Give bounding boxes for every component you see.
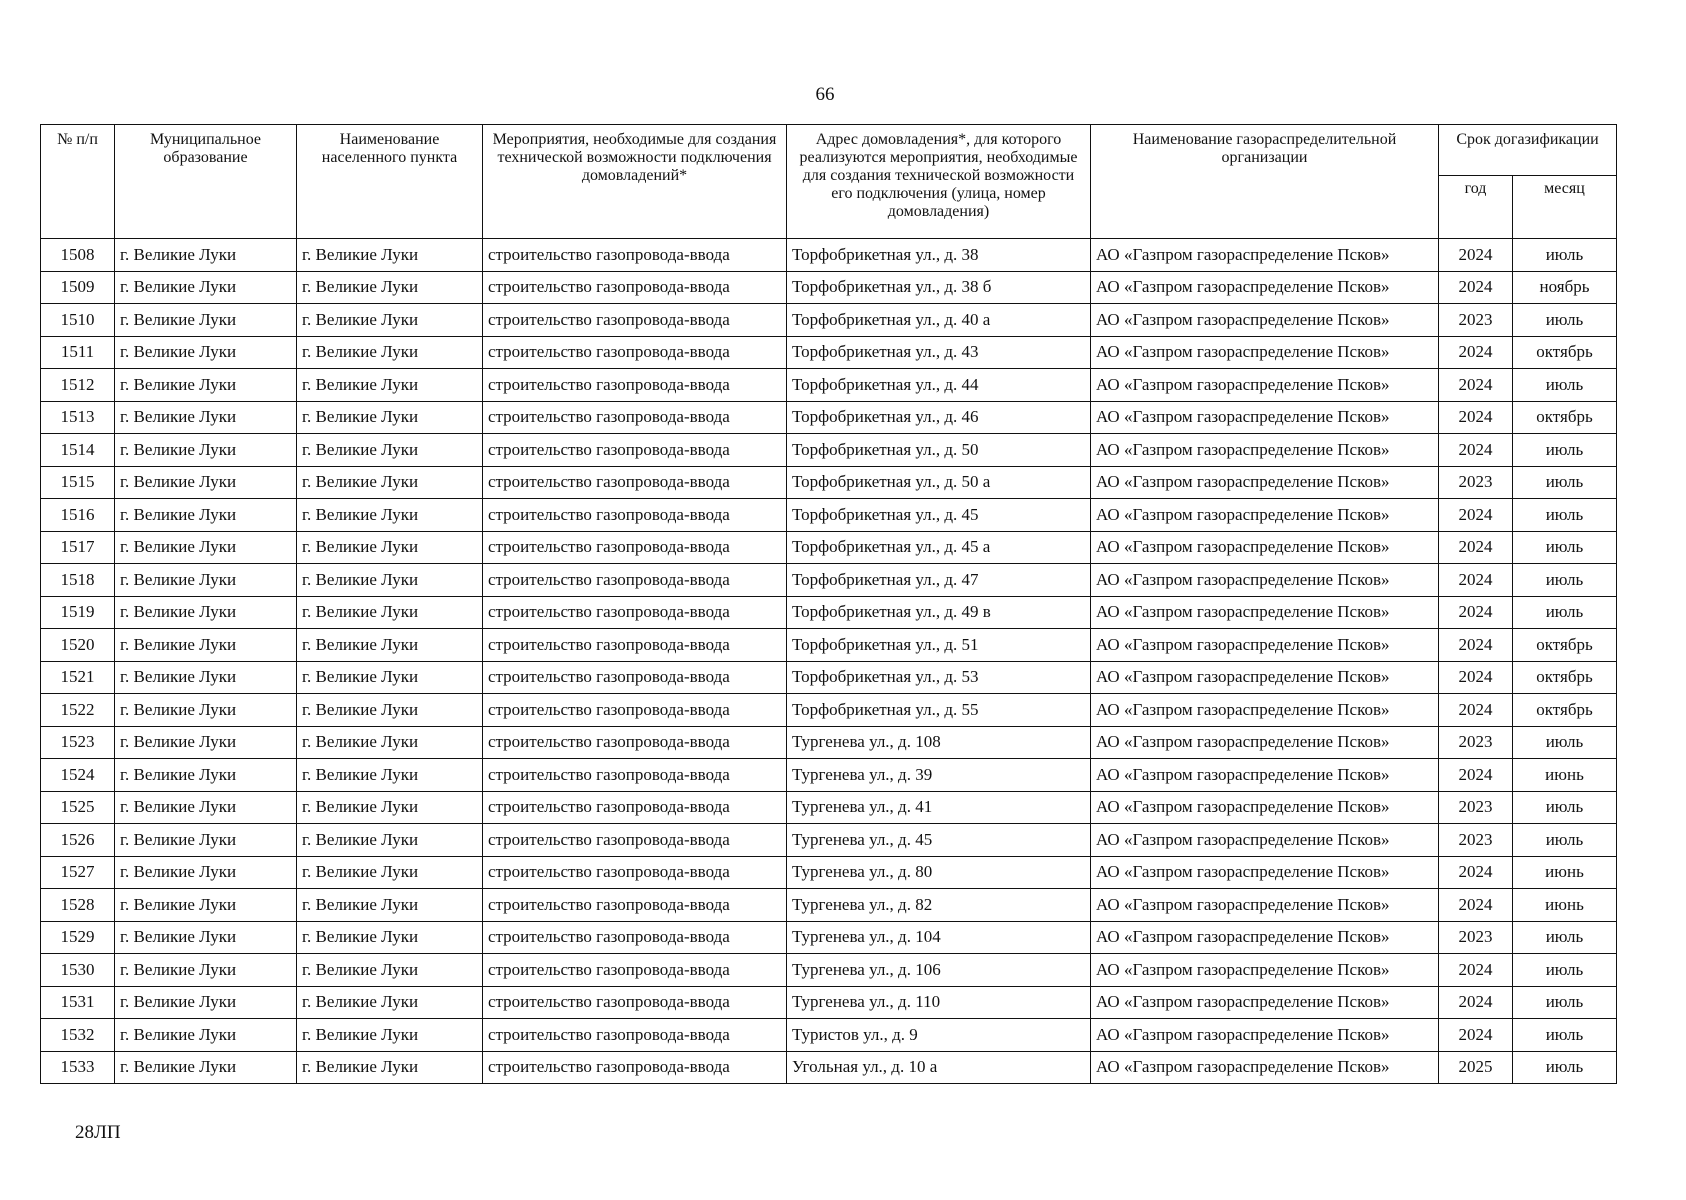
cell-year: 2024 <box>1439 661 1513 694</box>
cell-address: Тургенева ул., д. 82 <box>787 889 1091 922</box>
cell-address: Торфобрикетная ул., д. 45 а <box>787 531 1091 564</box>
header-address: Адрес домовладения*, для которого реализуются мероприятия, необходимые для создания технической возможности его подключения (улица, номер домовладения) <box>787 125 1091 239</box>
cell-measure: строительство газопровода-ввода <box>483 921 787 954</box>
cell-measure: строительство газопровода-ввода <box>483 1051 787 1084</box>
cell-address: Торфобрикетная ул., д. 44 <box>787 369 1091 402</box>
cell-municipality: г. Великие Луки <box>115 271 297 304</box>
cell-year: 2023 <box>1439 466 1513 499</box>
cell-address: Тургенева ул., д. 39 <box>787 759 1091 792</box>
cell-month: июль <box>1513 726 1617 759</box>
cell-num: 1518 <box>41 564 115 597</box>
cell-num: 1533 <box>41 1051 115 1084</box>
cell-organization: АО «Газпром газораспределение Псков» <box>1091 1051 1439 1084</box>
cell-year: 2024 <box>1439 954 1513 987</box>
cell-address: Тургенева ул., д. 104 <box>787 921 1091 954</box>
cell-organization: АО «Газпром газораспределение Псков» <box>1091 629 1439 662</box>
cell-year: 2024 <box>1439 271 1513 304</box>
cell-measure: строительство газопровода-ввода <box>483 986 787 1019</box>
table-row <box>41 661 1617 694</box>
header-municipality: Муниципальное образование <box>115 125 297 239</box>
cell-municipality: г. Великие Луки <box>115 304 297 337</box>
cell-municipality: г. Великие Луки <box>115 726 297 759</box>
cell-municipality: г. Великие Луки <box>115 369 297 402</box>
cell-address: Торфобрикетная ул., д. 45 <box>787 499 1091 532</box>
cell-num: 1529 <box>41 921 115 954</box>
cell-municipality: г. Великие Луки <box>115 629 297 662</box>
table-row <box>41 1051 1617 1084</box>
gasification-table <box>40 124 1617 1084</box>
cell-year: 2024 <box>1439 596 1513 629</box>
cell-month: октябрь <box>1513 694 1617 727</box>
cell-year: 2025 <box>1439 1051 1513 1084</box>
table-row <box>41 499 1617 532</box>
cell-num: 1523 <box>41 726 115 759</box>
cell-measure: строительство газопровода-ввода <box>483 629 787 662</box>
cell-municipality: г. Великие Луки <box>115 759 297 792</box>
cell-municipality: г. Великие Луки <box>115 466 297 499</box>
cell-settlement: г. Великие Луки <box>297 1051 483 1084</box>
cell-address: Торфобрикетная ул., д. 47 <box>787 564 1091 597</box>
table-row <box>41 369 1617 402</box>
table-row <box>41 856 1617 889</box>
cell-year: 2024 <box>1439 499 1513 532</box>
header-num: № п/п <box>41 125 115 239</box>
cell-settlement: г. Великие Луки <box>297 661 483 694</box>
cell-organization: АО «Газпром газораспределение Псков» <box>1091 564 1439 597</box>
cell-measure: строительство газопровода-ввода <box>483 791 787 824</box>
cell-month: июль <box>1513 954 1617 987</box>
cell-organization: АО «Газпром газораспределение Псков» <box>1091 466 1439 499</box>
cell-address: Торфобрикетная ул., д. 50 <box>787 434 1091 467</box>
table-row <box>41 239 1617 272</box>
cell-num: 1511 <box>41 336 115 369</box>
cell-num: 1522 <box>41 694 115 727</box>
cell-num: 1519 <box>41 596 115 629</box>
cell-measure: строительство газопровода-ввода <box>483 856 787 889</box>
cell-settlement: г. Великие Луки <box>297 791 483 824</box>
cell-settlement: г. Великие Луки <box>297 759 483 792</box>
cell-month: июль <box>1513 1051 1617 1084</box>
cell-settlement: г. Великие Луки <box>297 856 483 889</box>
cell-settlement: г. Великие Луки <box>297 336 483 369</box>
cell-measure: строительство газопровода-ввода <box>483 759 787 792</box>
cell-month: июль <box>1513 921 1617 954</box>
cell-num: 1524 <box>41 759 115 792</box>
cell-municipality: г. Великие Луки <box>115 921 297 954</box>
header-settlement: Наименование населенного пункта <box>297 125 483 239</box>
cell-measure: строительство газопровода-ввода <box>483 336 787 369</box>
cell-municipality: г. Великие Луки <box>115 434 297 467</box>
cell-num: 1515 <box>41 466 115 499</box>
cell-address: Торфобрикетная ул., д. 55 <box>787 694 1091 727</box>
cell-year: 2024 <box>1439 434 1513 467</box>
cell-municipality: г. Великие Луки <box>115 856 297 889</box>
cell-num: 1512 <box>41 369 115 402</box>
cell-year: 2024 <box>1439 889 1513 922</box>
cell-organization: АО «Газпром газораспределение Псков» <box>1091 596 1439 629</box>
cell-month: июнь <box>1513 889 1617 922</box>
cell-municipality: г. Великие Луки <box>115 1051 297 1084</box>
cell-month: июль <box>1513 824 1617 857</box>
cell-year: 2024 <box>1439 1019 1513 1052</box>
page-number: 66 <box>815 84 835 105</box>
table-row <box>41 1019 1617 1052</box>
cell-year: 2024 <box>1439 531 1513 564</box>
cell-month: ноябрь <box>1513 271 1617 304</box>
cell-measure: строительство газопровода-ввода <box>483 954 787 987</box>
cell-year: 2023 <box>1439 921 1513 954</box>
cell-measure: строительство газопровода-ввода <box>483 271 787 304</box>
cell-month: октябрь <box>1513 661 1617 694</box>
cell-organization: АО «Газпром газораспределение Псков» <box>1091 824 1439 857</box>
cell-settlement: г. Великие Луки <box>297 369 483 402</box>
cell-settlement: г. Великие Луки <box>297 921 483 954</box>
cell-measure: строительство газопровода-ввода <box>483 434 787 467</box>
cell-measure: строительство газопровода-ввода <box>483 304 787 337</box>
cell-year: 2024 <box>1439 369 1513 402</box>
cell-num: 1526 <box>41 824 115 857</box>
cell-organization: АО «Газпром газораспределение Псков» <box>1091 401 1439 434</box>
cell-municipality: г. Великие Луки <box>115 531 297 564</box>
cell-num: 1508 <box>41 239 115 272</box>
table-row <box>41 401 1617 434</box>
cell-measure: строительство газопровода-ввода <box>483 596 787 629</box>
cell-year: 2024 <box>1439 239 1513 272</box>
cell-measure: строительство газопровода-ввода <box>483 369 787 402</box>
cell-address: Тургенева ул., д. 106 <box>787 954 1091 987</box>
cell-measure: строительство газопровода-ввода <box>483 401 787 434</box>
table-row <box>41 694 1617 727</box>
cell-settlement: г. Великие Луки <box>297 1019 483 1052</box>
cell-municipality: г. Великие Луки <box>115 336 297 369</box>
cell-organization: АО «Газпром газораспределение Псков» <box>1091 304 1439 337</box>
table-row <box>41 889 1617 922</box>
cell-measure: строительство газопровода-ввода <box>483 531 787 564</box>
cell-organization: АО «Газпром газораспределение Псков» <box>1091 889 1439 922</box>
cell-address: Торфобрикетная ул., д. 46 <box>787 401 1091 434</box>
cell-month: июль <box>1513 369 1617 402</box>
cell-organization: АО «Газпром газораспределение Псков» <box>1091 954 1439 987</box>
cell-organization: АО «Газпром газораспределение Псков» <box>1091 271 1439 304</box>
cell-municipality: г. Великие Луки <box>115 954 297 987</box>
cell-settlement: г. Великие Луки <box>297 304 483 337</box>
cell-month: июль <box>1513 304 1617 337</box>
cell-address: Туристов ул., д. 9 <box>787 1019 1091 1052</box>
table-row <box>41 759 1617 792</box>
cell-measure: строительство газопровода-ввода <box>483 661 787 694</box>
cell-month: октябрь <box>1513 336 1617 369</box>
header-year: год <box>1439 176 1513 239</box>
cell-year: 2024 <box>1439 401 1513 434</box>
header-deadline: Срок догазификации <box>1439 125 1617 176</box>
cell-year: 2024 <box>1439 694 1513 727</box>
cell-settlement: г. Великие Луки <box>297 499 483 532</box>
cell-year: 2023 <box>1439 304 1513 337</box>
cell-settlement: г. Великие Луки <box>297 889 483 922</box>
table-row <box>41 596 1617 629</box>
cell-organization: АО «Газпром газораспределение Псков» <box>1091 986 1439 1019</box>
cell-organization: АО «Газпром газораспределение Псков» <box>1091 369 1439 402</box>
cell-month: октябрь <box>1513 401 1617 434</box>
cell-address: Торфобрикетная ул., д. 53 <box>787 661 1091 694</box>
cell-measure: строительство газопровода-ввода <box>483 239 787 272</box>
cell-municipality: г. Великие Луки <box>115 401 297 434</box>
cell-year: 2024 <box>1439 336 1513 369</box>
cell-num: 1530 <box>41 954 115 987</box>
table-header <box>41 125 1617 239</box>
cell-address: Тургенева ул., д. 80 <box>787 856 1091 889</box>
table-row <box>41 434 1617 467</box>
cell-month: июль <box>1513 986 1617 1019</box>
cell-measure: строительство газопровода-ввода <box>483 694 787 727</box>
cell-municipality: г. Великие Луки <box>115 564 297 597</box>
cell-year: 2023 <box>1439 726 1513 759</box>
cell-num: 1528 <box>41 889 115 922</box>
cell-municipality: г. Великие Луки <box>115 694 297 727</box>
cell-address: Торфобрикетная ул., д. 38 <box>787 239 1091 272</box>
cell-municipality: г. Великие Луки <box>115 791 297 824</box>
cell-address: Торфобрикетная ул., д. 51 <box>787 629 1091 662</box>
cell-num: 1527 <box>41 856 115 889</box>
cell-month: июль <box>1513 1019 1617 1052</box>
cell-month: июнь <box>1513 759 1617 792</box>
cell-num: 1509 <box>41 271 115 304</box>
cell-address: Тургенева ул., д. 41 <box>787 791 1091 824</box>
cell-year: 2024 <box>1439 759 1513 792</box>
table-row <box>41 531 1617 564</box>
cell-organization: АО «Газпром газораспределение Псков» <box>1091 499 1439 532</box>
cell-measure: строительство газопровода-ввода <box>483 889 787 922</box>
cell-organization: АО «Газпром газораспределение Псков» <box>1091 336 1439 369</box>
table-row <box>41 304 1617 337</box>
cell-measure: строительство газопровода-ввода <box>483 824 787 857</box>
cell-municipality: г. Великие Луки <box>115 889 297 922</box>
cell-organization: АО «Газпром газораспределение Псков» <box>1091 694 1439 727</box>
cell-measure: строительство газопровода-ввода <box>483 1019 787 1052</box>
cell-num: 1531 <box>41 986 115 1019</box>
table-row <box>41 271 1617 304</box>
cell-month: июль <box>1513 499 1617 532</box>
cell-num: 1510 <box>41 304 115 337</box>
cell-organization: АО «Газпром газораспределение Псков» <box>1091 434 1439 467</box>
cell-month: июнь <box>1513 856 1617 889</box>
cell-measure: строительство газопровода-ввода <box>483 499 787 532</box>
cell-settlement: г. Великие Луки <box>297 694 483 727</box>
cell-settlement: г. Великие Луки <box>297 986 483 1019</box>
cell-month: июль <box>1513 434 1617 467</box>
cell-month: июль <box>1513 531 1617 564</box>
cell-address: Торфобрикетная ул., д. 50 а <box>787 466 1091 499</box>
cell-month: июль <box>1513 564 1617 597</box>
cell-year: 2024 <box>1439 629 1513 662</box>
cell-organization: АО «Газпром газораспределение Псков» <box>1091 791 1439 824</box>
cell-year: 2024 <box>1439 986 1513 1019</box>
cell-settlement: г. Великие Луки <box>297 239 483 272</box>
cell-num: 1521 <box>41 661 115 694</box>
cell-settlement: г. Великие Луки <box>297 596 483 629</box>
cell-organization: АО «Газпром газораспределение Псков» <box>1091 856 1439 889</box>
table-row <box>41 824 1617 857</box>
cell-settlement: г. Великие Луки <box>297 401 483 434</box>
cell-settlement: г. Великие Луки <box>297 434 483 467</box>
table-row <box>41 986 1617 1019</box>
cell-measure: строительство газопровода-ввода <box>483 466 787 499</box>
cell-municipality: г. Великие Луки <box>115 661 297 694</box>
cell-municipality: г. Великие Луки <box>115 596 297 629</box>
cell-num: 1514 <box>41 434 115 467</box>
cell-settlement: г. Великие Луки <box>297 531 483 564</box>
table-row <box>41 921 1617 954</box>
cell-address: Тургенева ул., д. 108 <box>787 726 1091 759</box>
cell-month: июль <box>1513 791 1617 824</box>
cell-organization: АО «Газпром газораспределение Псков» <box>1091 239 1439 272</box>
cell-settlement: г. Великие Луки <box>297 726 483 759</box>
cell-address: Тургенева ул., д. 110 <box>787 986 1091 1019</box>
cell-organization: АО «Газпром газораспределение Псков» <box>1091 921 1439 954</box>
cell-organization: АО «Газпром газораспределение Псков» <box>1091 661 1439 694</box>
cell-year: 2024 <box>1439 856 1513 889</box>
cell-year: 2023 <box>1439 791 1513 824</box>
table-row <box>41 726 1617 759</box>
header-measures: Мероприятия, необходимые для создания технической возможности подключения домовладений* <box>483 125 787 239</box>
table-body <box>41 239 1617 1084</box>
cell-measure: строительство газопровода-ввода <box>483 564 787 597</box>
cell-num: 1520 <box>41 629 115 662</box>
cell-organization: АО «Газпром газораспределение Псков» <box>1091 1019 1439 1052</box>
cell-settlement: г. Великие Луки <box>297 466 483 499</box>
cell-organization: АО «Газпром газораспределение Псков» <box>1091 531 1439 564</box>
cell-settlement: г. Великие Луки <box>297 954 483 987</box>
cell-address: Торфобрикетная ул., д. 49 в <box>787 596 1091 629</box>
table-row <box>41 564 1617 597</box>
cell-num: 1516 <box>41 499 115 532</box>
cell-municipality: г. Великие Луки <box>115 499 297 532</box>
header-month: месяц <box>1513 176 1617 239</box>
cell-address: Угольная ул., д. 10 а <box>787 1051 1091 1084</box>
cell-settlement: г. Великие Луки <box>297 271 483 304</box>
cell-month: июль <box>1513 239 1617 272</box>
header-organization: Наименование газораспределительной организации <box>1091 125 1439 239</box>
footer-code: 28ЛП <box>75 1122 121 1143</box>
table-row <box>41 629 1617 662</box>
cell-address: Торфобрикетная ул., д. 38 б <box>787 271 1091 304</box>
cell-address: Торфобрикетная ул., д. 43 <box>787 336 1091 369</box>
cell-month: июль <box>1513 466 1617 499</box>
cell-municipality: г. Великие Луки <box>115 986 297 1019</box>
cell-measure: строительство газопровода-ввода <box>483 726 787 759</box>
cell-municipality: г. Великие Луки <box>115 1019 297 1052</box>
cell-num: 1525 <box>41 791 115 824</box>
cell-month: июль <box>1513 596 1617 629</box>
table-row <box>41 791 1617 824</box>
cell-municipality: г. Великие Луки <box>115 824 297 857</box>
table-row <box>41 954 1617 987</box>
table-row <box>41 466 1617 499</box>
table-row <box>41 336 1617 369</box>
cell-settlement: г. Великие Луки <box>297 629 483 662</box>
cell-address: Тургенева ул., д. 45 <box>787 824 1091 857</box>
cell-organization: АО «Газпром газораспределение Псков» <box>1091 726 1439 759</box>
cell-num: 1532 <box>41 1019 115 1052</box>
cell-month: октябрь <box>1513 629 1617 662</box>
cell-organization: АО «Газпром газораспределение Псков» <box>1091 759 1439 792</box>
cell-year: 2024 <box>1439 564 1513 597</box>
cell-municipality: г. Великие Луки <box>115 239 297 272</box>
cell-address: Торфобрикетная ул., д. 40 а <box>787 304 1091 337</box>
cell-num: 1517 <box>41 531 115 564</box>
cell-settlement: г. Великие Луки <box>297 824 483 857</box>
cell-year: 2023 <box>1439 824 1513 857</box>
cell-settlement: г. Великие Луки <box>297 564 483 597</box>
cell-num: 1513 <box>41 401 115 434</box>
